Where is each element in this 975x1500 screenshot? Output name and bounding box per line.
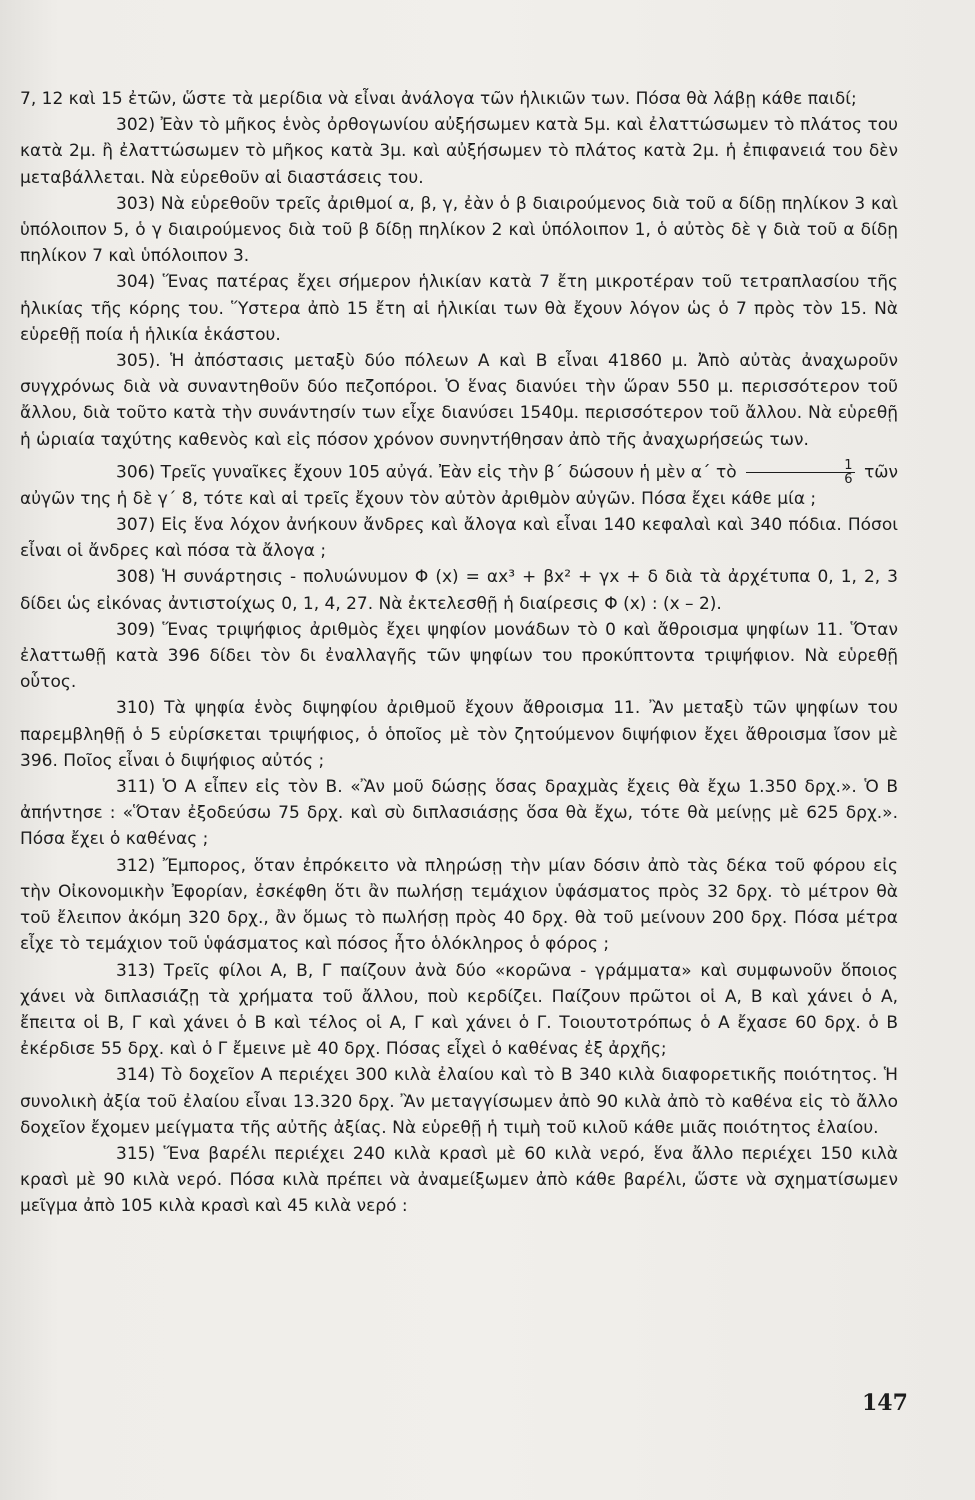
fraction-one-sixth	[746, 459, 854, 486]
exercise-306	[20, 459, 898, 512]
exercise-302: 302) Ἐὰν τὸ μῆκος ἑνὸς ὀρθογωνίου αὐξήσωμεν κατὰ 5μ. καὶ ἐλαττώσωμεν τὸ πλάτος του κατὰ 2μ. ἢ ἐλαττώσωμεν τὸ μῆκος κατὰ 3μ. καὶ αὐξήσωμεν τὸ πλάτος κατὰ 2μ. ἡ ἐπιφανειά του δὲν μεταβάλλεται. Νὰ εὑρεθοῦν αἱ διαστάσεις του.	[20, 115, 898, 188]
exercise-text	[20, 86, 898, 1220]
exercise-312: 312) Ἔμπορος, ὅταν ἐπρόκειτο νὰ πληρώσῃ τὴν μίαν δόσιν ἀπὸ τὰς δέκα τοῦ φόρου εἰς τὴν Οἰκονομικὴν Ἐφορίαν, ἐσκέφθη ὅτι ἂν πωλήσῃ τεμάχιον ὑφάσματος πρὸς 32 δρχ. τὸ μέτρον θὰ τοῦ ἔλειπον ἀκόμη 320 δρχ., ἂν ὅμως τὸ πωλήσῃ πρὸς 40 δρχ. θὰ τοῦ μείνουν 200 δρχ. Πόσα μέτρα εἶχε τὸ τεμάχιον τοῦ ὑφάσματος καὶ πόσος ἦτο ὁλόκληρος ὁ φόρος ;	[20, 855, 898, 955]
exercise-311: 311) Ὁ Α εἶπεν εἰς τὸν Β. «Ἂν μοῦ δώσῃς ὅσας δραχμὰς ἔχεις θὰ ἔχω 1.350 δρχ.». Ὁ Β ἀπήντησε : «Ὅταν ἐξοδεύσω 75 δρχ. καὶ σὺ διπλασιάσῃς ὅσα θὰ ἔχω, τότε θὰ μείνῃς μὲ 625 δρχ.». Πόσα ἔχει ὁ καθένας ;	[20, 777, 898, 850]
exercise-303: 303) Νὰ εὑρεθοῦν τρεῖς ἀριθμοί α, β, γ, ἐὰν ὁ β διαιρούμενος διὰ τοῦ α δίδῃ πηλίκον 3 καὶ ὑπόλοιπον 5, ὁ γ διαιρούμενος διὰ τοῦ β δίδῃ πηλίκον 2 καὶ ὑπόλοιπον 1, ὁ αὐτὸς δὲ γ διὰ τοῦ α δίδῃ πηλίκον 7 καὶ ὑπόλοιπον 3.	[20, 193, 898, 267]
exercise-314: 314) Τὸ δοχεῖον Α περιέχει 300 κιλὰ ἐλαίου καὶ τὸ Β 340 κιλὰ διαφορετικῆς ποιότητος. Ἡ συνολικὴ ἀξία τοῦ ἐλαίου εἶναι 13.320 δρχ. Ἂν μεταγγίσωμεν ἀπὸ 90 κιλὰ ἀπὸ τὸ καθένα εἰς τὸ ἄλλο δοχεῖον ἔχομεν μείγματα τῆς αὐτῆς ἀξίας. Νὰ εὑρεθῇ ἡ τιμὴ τοῦ κιλοῦ κάθε μιᾶς ποιότητος ἐλαίου.	[20, 1065, 898, 1138]
exercise-315: 315) Ἕνα βαρέλι περιέχει 240 κιλὰ κρασὶ μὲ 60 κιλὰ νερό, ἕνα ἄλλο περιέχει 150 κιλὰ κρασὶ μὲ 90 κιλὰ νερό. Πόσα κιλὰ πρέπει νὰ ἀναμείξωμεν ἀπὸ κάθε βαρέλι, ὥστε νὰ σχηματίσωμεν μεῖγμα ἀπὸ 105 κιλὰ κρασὶ καὶ 45 κιλὰ νερό :	[20, 1143, 898, 1217]
exercise-307: 307) Εἰς ἕνα λόχον ἀνήκουν ἄνδρες καὶ ἄλογα καὶ εἶναι 140 κεφαλαὶ καὶ 340 πόδια. Πόσοι εἶναι οἱ ἄνδρες καὶ πόσα τὰ ἄλογα ;	[20, 515, 898, 562]
fraction-numerator: 1	[746, 459, 854, 473]
continuation-paragraph: 7, 12 καὶ 15 ἐτῶν, ὥστε τὰ μερίδια νὰ εἶναι ἀνάλογα τῶν ἡλικιῶν των. Πόσα θὰ λάβῃ κάθε παιδί;	[20, 89, 857, 109]
exercise-306-end: τῶν αὐγῶν της ἡ δὲ γ΄ 8, τότε καὶ αἱ τρεῖς ἔχουν τὸν αὐτὸν ἀριθμὸν αὐγῶν. Πόσα ἔχει κάθε μία ;	[20, 462, 899, 509]
fraction-denominator: 6	[844, 471, 853, 487]
exercise-306-start: 306) Τρεῖς γυναῖκες ἔχουν 105 αὐγά. Ἐὰν εἰς τὴν β΄ δώσουν ἡ μὲν α΄ τὸ	[116, 462, 737, 483]
exercise-305: 305). Ἡ ἀπόστασις μεταξὺ δύο πόλεων Α καὶ Β εἶναι 41860 μ. Ἀπὸ αὐτὰς ἀναχωροῦν συγχρόνως διὰ νὰ συναντηθοῦν δύο πεζοπόροι. Ὁ ἕνας διανύει τὴν ὥραν 550 μ. περισσότερον τοῦ ἄλλου, διὰ τοῦτο κατὰ τὴν συνάντησίν των εἶχε διανύσει 1540μ. περισσότερον τοῦ ἄλλου. Νὰ εὑρεθῇ ἡ ὡριαία ταχύτης καθενὸς καὶ εἰς πόσον χρόνον συνηντήθησαν ἀπὸ τῆς ἀναχωρήσεώς των.	[20, 351, 898, 450]
exercise-308: 308) Ἡ συνάρτησις - πολυώνυμον Φ (x) = αx³ + βx² + γx + δ διὰ τὰ ἀρχέτυπα 0, 1, 2, 3 δίδει ὡς εἰκόνας ἀντιστοίχως 0, 1, 4, 27. Νὰ ἐκτελεσθῇ ἡ διαίρεσις Φ (x) : (x – 2).	[20, 567, 898, 614]
page-number: 147	[862, 1390, 908, 1416]
exercise-310: 310) Τὰ ψηφία ἑνὸς διψηφίου ἀριθμοῦ ἔχουν ἄθροισμα 11. Ἂν μεταξὺ τῶν ψηφίων του παρεμβληθῇ ὁ 5 εὑρίσκεται τριψήφιος, ὁ ὁποῖος μὲ τὸν ζητούμενον διψήφιον ἔχει ἄθροισμα ἴσον μὲ 396. Ποῖος εἶναι ὁ διψήφιος αὐτός ;	[20, 698, 898, 771]
exercise-304: 304) Ἕνας πατέρας ἔχει σήμερον ἡλικίαν κατὰ 7 ἔτη μικροτέραν τοῦ τετραπλασίου τῆς ἡλικίας τῆς κόρης του. Ὕστερα ἀπὸ 15 ἔτη αἱ ἡλικίαι των θὰ ἔχουν λόγον ὡς ὁ 7 πρὸς τὸν 15. Νὰ εὑρεθῇ ποία ἡ ἡλικία ἑκάστου.	[20, 272, 898, 345]
exercise-313: 313) Τρεῖς φίλοι Α, Β, Γ παίζουν ἀνὰ δύο «κορῶνα - γράμματα» καὶ συμφωνοῦν ὅποιος χάνει νὰ διπλασιάζῃ τὰ χρήματα τοῦ ἄλλου, ποὺ κερδίζει. Παίζουν πρῶτοι οἱ Α, Β καὶ χάνει ὁ Α, ἔπειτα οἱ Β, Γ καὶ χάνει ὁ Β καὶ τέλος οἱ Α, Γ καὶ χάνει ὁ Γ. Τοιουτοτρόπως ὁ Α ἔχασε 60 δρχ. ὁ Β ἐκέρδισε 55 δρχ. καὶ ὁ Γ ἔμεινε μὲ 40 δρχ. Πόσας εἶχεὶ ὁ καθένας ἐξ ἀρχῆς;	[20, 960, 898, 1060]
exercise-309: 309) Ἕνας τριψήφιος ἀριθμὸς ἔχει ψηφίον μονάδων τὸ 0 καὶ ἄθροισμα ψηφίων 11. Ὅταν ἐλαττωθῇ κατὰ 396 δίδει τὸν δι ἐναλλαγῆς τῶν ψηφίων του προκύπτοντα τριψήφιον. Νὰ εὑρεθῇ οὗτος.	[20, 619, 898, 693]
